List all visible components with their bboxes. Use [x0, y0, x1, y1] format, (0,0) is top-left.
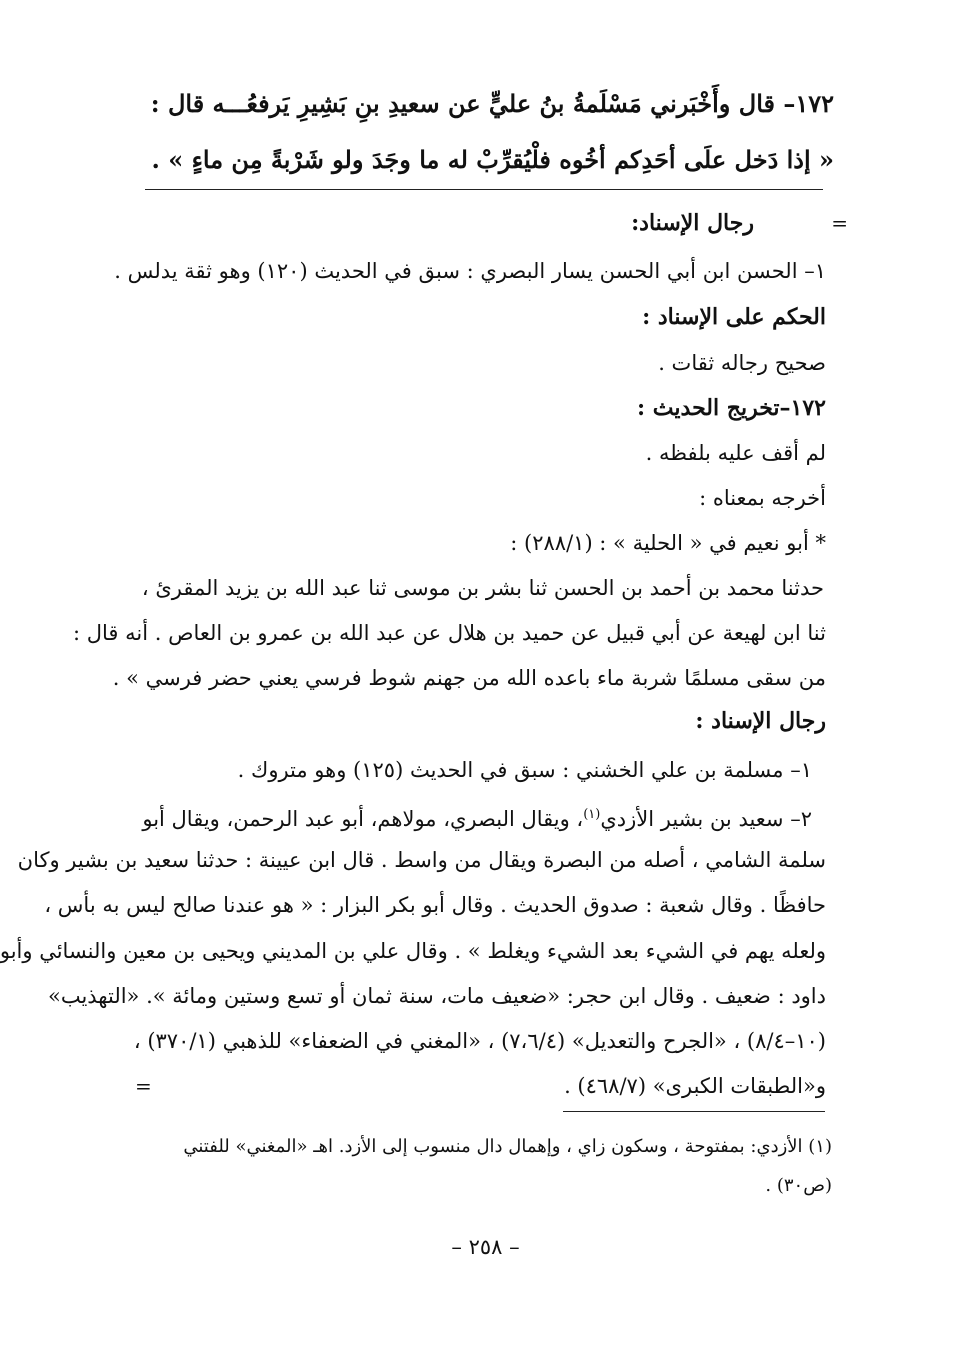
rijal2-item-2-rest: ، ويقال البصري، مولاهم، أبو عبد الرحمن، ويقال أبو [142, 807, 584, 831]
hadith-text-line-2: « إذا دَخل علَى أحَدِكم أخُوه فلْيُقرِّبْ له ما وجَدَ ولو شَرْبةً مِن ماءٍ » . [151, 145, 834, 174]
rijal2-item-2-start: ٢– سعيد بن بشير الأزدي [600, 807, 812, 831]
isnad-line-1: حدثنا محمد بن أحمد بن الحسن ثنا بشر بن موسى ثنا عبد الله بن يزيد المقرئ ، [141, 576, 824, 600]
takhrij-line-3: * أبو نعيم في « الحلية » : (٢٨٨/١) : [510, 531, 826, 555]
isnad-line-2: ثنا ابن لهيعة عن أبي قبيل عن حميد بن هلال عن عبد الله بن عمرو بن العاص . أنه قال : [72, 621, 826, 645]
isnad-line-3: من سقى مسلمًا شربة ماء باعده الله من جهنم شوط فرسي يعني حضر فرسي » . [112, 666, 826, 690]
hadith-separator-rule [145, 189, 823, 190]
rijal-heading: رجال الإسناد: [631, 210, 754, 236]
rijal2-item-2-line-7: و«الطبقات الكبرى» (٤٦٨/٧) . [564, 1074, 826, 1098]
rijal-item-1: ١– الحسن ابن أبي الحسن يسار البصري : سبق في الحديث (١٢٠) وهو ثقة يدلس . [114, 259, 826, 283]
hukm-text: صحيح رجاله ثقات . [658, 351, 826, 375]
continuation-mark-bottom: = [135, 1074, 152, 1098]
hadith-text-line-1: ١٧٢– قال وأَخْبَرني مَسْلَمةُ بنُ عليٍّ عن سعيدِ بنِ بَشِيرِ يَرفعُـــه قال : [150, 89, 834, 118]
rijal2-item-1: ١– مسلمة بن علي الخشني : سبق في الحديث (١٢٥) وهو متروك . [237, 758, 812, 782]
rijal2-item-2-line-1 [125, 800, 812, 834]
takhrij-heading: ١٧٢–تخريج الحديث : [637, 395, 826, 421]
footnote-line-1: (١) الأزدي: بمفتوحة ، وسكون زاي ، وإهمال دال منسوب إلى الأزد. اهـ «المغني» للفتني [183, 1136, 832, 1157]
rijal2-item-2-line-4: ولعله يهم في الشيء بعد الشيء ويغلط » . وقال علي بن المديني ويحيى بن معين والنسائي وأبو [0, 939, 826, 963]
rijal2-item-2-line-5: داود : ضعيف . وقال ابن حجر: «ضعيف مات، سنة ثمان أو تسع وستين ومائة ». «التهذيب» [47, 984, 826, 1008]
takhrij-line-1: لم أقف عليه بلفظه . [645, 441, 826, 465]
takhrij-line-2: أخرجه بمعناه : [699, 486, 826, 510]
page-number: – ٢٥٨ – [451, 1235, 520, 1259]
rijal2-item-2-line-6: (١٠–٨/٤) ، «الجرح والتعديل» (٧،٦/٤) ، «المغني في الضعفاء» للذهبي (٣٧٠/١) ، [133, 1029, 826, 1053]
footnote-separator-rule [563, 1111, 825, 1112]
footnote-ref-1: (١) [583, 807, 601, 822]
rijal2-heading: رجال الإسناد : [695, 708, 826, 734]
rijal2-item-2-line-3: حافظًا . وقال شعبة : صدوق الحديث . وقال أبو بكر البزار : « هو عندنا صالح ليس به بأس ، [44, 893, 826, 917]
hukm-heading: الحكم على الإسناد : [642, 304, 826, 330]
continuation-mark-top: = [831, 211, 848, 235]
rijal2-item-2-line-2: سلمة الشامي ، أصله من البصرة ويقال من واسط . قال ابن عيينة : حدثنا سعيد بن بشير وكان [17, 848, 826, 872]
footnote-line-2: (ص٣٠) . [765, 1175, 832, 1196]
